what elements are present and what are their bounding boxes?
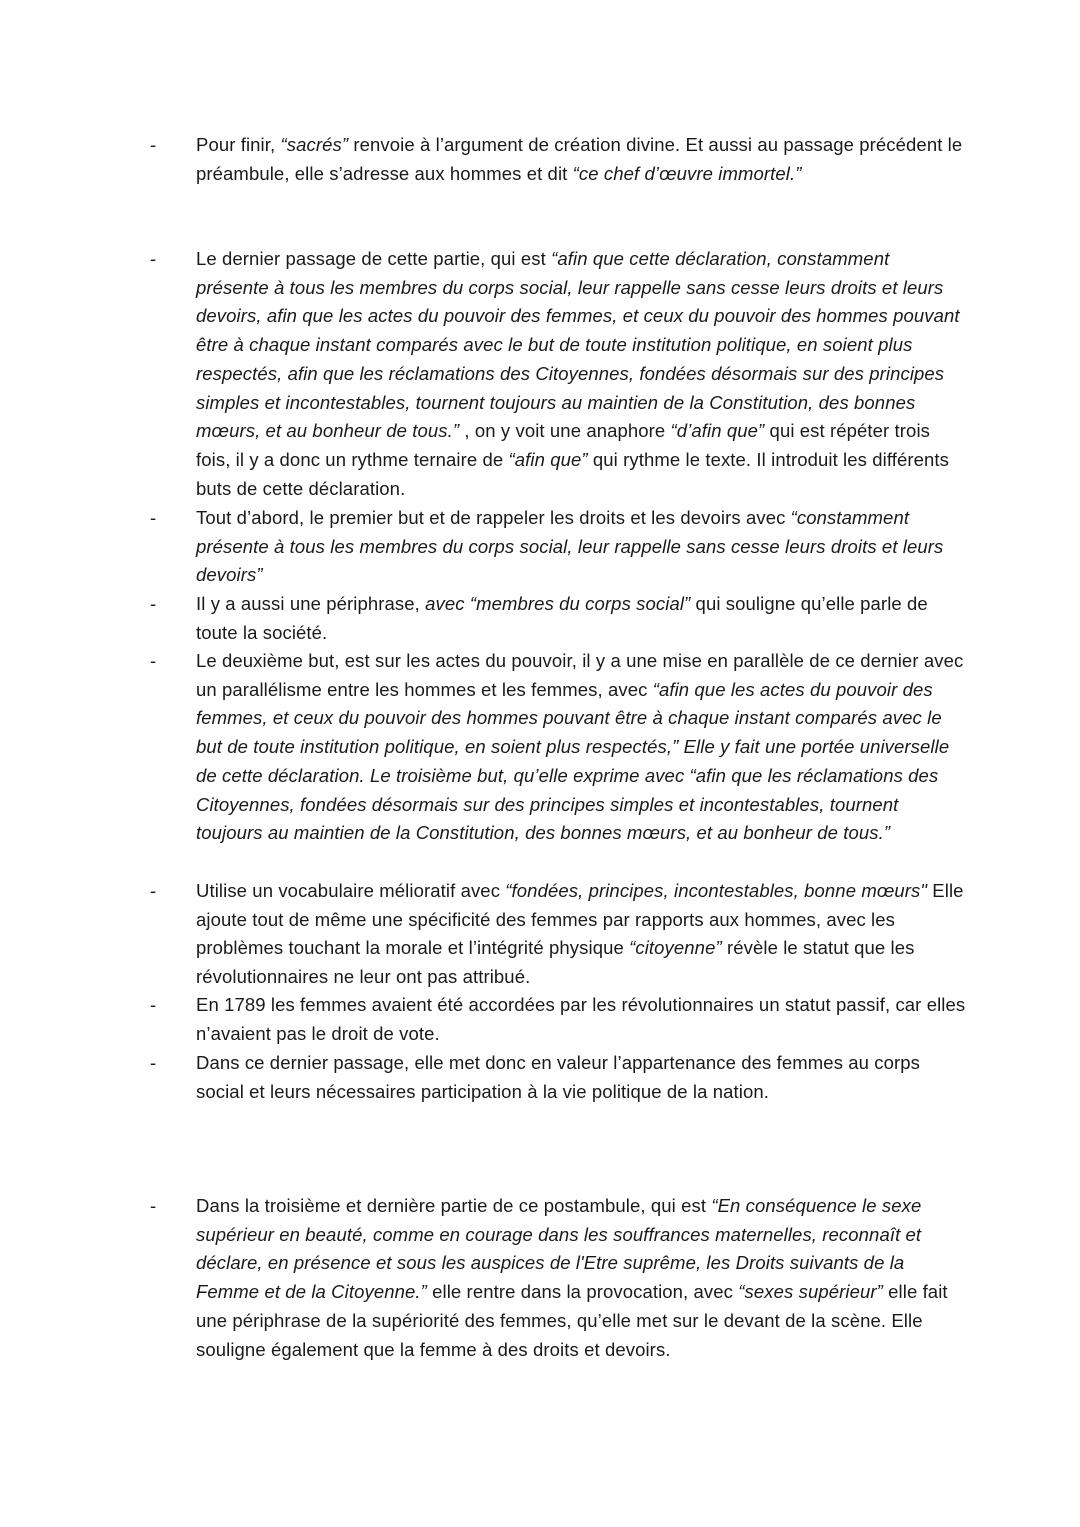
text-run: , on y voit une anaphore [459, 420, 671, 442]
text-run: En 1789 les femmes avaient été accordées par les révolutionnaires un statut passif, car elles n’avaient pas le droit de vote. [196, 994, 966, 1044]
paragraph [196, 131, 966, 188]
paragraph [196, 245, 966, 503]
text-run: qui est répéter trois fois, il y a donc un rythme ternaire de [196, 420, 931, 470]
italic-quote-run: “afin que les réclamations des Citoyennes, fondées désormais sur des principes simples et incontestables, tournent toujours au maintien de la Constitution, des bonnes mœurs, et au bonheur de tous.” [196, 764, 939, 844]
text-run: Pour finir, [196, 134, 281, 155]
bullet-dash: - [150, 593, 157, 614]
bullet-dash: - [150, 507, 157, 528]
text-run: renvoie à l’argument de création divine. Et aussi au passage précédent le préambule, elle s’adresse aux hommes et dit [196, 134, 963, 184]
paragraph [196, 504, 966, 590]
italic-quote-run: “ce chef d’œuvre immortel.” [572, 162, 802, 184]
italic-quote-run: “d’afin que” [670, 420, 765, 442]
text-run: Dans ce dernier passage, elle met donc en valeur l’appartenance des femmes au corps social et leurs nécessaires participation à la vie politique de la nation. [196, 1052, 921, 1102]
text-run: elle rentre dans la provocation, avec [426, 1281, 739, 1303]
bullet-dash: - [150, 248, 157, 269]
italic-quote-run: “afin que cette déclaration, constamment présente à tous les membres du corps social, leur rappelle sans cesse leurs droits et leurs devoirs, afin que les actes du pouvoir des femmes, et ceux du pouvoir des hommes pouvant être à chaque instant comparés avec le but de toute institution politique, en soient plus respectés, afin que les réclamations des Citoyennes, fondées désormais sur des principes simples et incontestables, tournent toujours au maintien de la Constitution, des bonnes mœurs, et au bonheur de tous.” [196, 248, 960, 442]
bullet-dash: - [150, 880, 157, 901]
text-run: Le dernier passage de cette partie, qui est [196, 248, 552, 269]
text-run: Il y a aussi une périphrase, [196, 593, 426, 614]
italic-quote-run: “sexes supérieur” [738, 1281, 883, 1303]
text-run: qui rythme le texte. Il introduit les différents buts de cette déclaration. [196, 448, 950, 499]
italic-quote-run: “sacrés” [280, 134, 349, 155]
bullet-dash: - [150, 994, 157, 1015]
text-run: Utilise un vocabulaire mélioratif avec [196, 880, 506, 901]
bullet-dash: - [150, 1052, 157, 1073]
italic-quote-run: “En conséquence le sexe supérieur en beauté, comme en courage dans les souffrances maternelles, reconnaît et déclare, en présence et sous les auspices de l'Etre suprême, les Droits suivants de la Femme et de la Citoyenne.” [196, 1195, 922, 1303]
bullet-dash: - [150, 134, 157, 155]
text-run: qui souligne qu’elle parle de toute la société. [196, 593, 928, 643]
italic-quote-run: “citoyenne” [629, 937, 722, 959]
text-run: Elle ajoute tout de même une spécificité des femmes par rapports aux hommes, avec les problèmes touchant la morale et l’intégrité physique [196, 880, 964, 959]
paragraph [196, 877, 966, 992]
text-run: Dans la troisième et dernière partie de ce postambule, qui est [196, 1195, 712, 1216]
italic-quote-run: “constamment présente à tous les membres du corps social, leur rappelle sans cesse leurs droits et leurs devoirs” [196, 507, 944, 586]
italic-quote-run: “afin que” [508, 448, 588, 470]
paragraph [196, 647, 966, 848]
text-run: elle fait une périphrase de la supériorité des femmes, qu’elle met sur le devant de la scène. Elle souligne également que la femme à des droits et devoirs. [196, 1281, 948, 1360]
text-run: Tout d’abord, le premier but et de rappeler les droits et les devoirs avec [196, 507, 791, 528]
text-run: révèle le statut que les révolutionnaires ne leur ont pas attribué. [196, 937, 915, 988]
bullet-dash: - [150, 650, 157, 671]
italic-quote-run: “afin que les actes du pouvoir des femmes, et ceux du pouvoir des hommes pouvant être à chaque instant comparés avec le but de toute institution politique, en soient plus respectés,” Elle y fait une portée universelle de cette déclaration. Le troisième but, qu’elle exprime avec [196, 678, 950, 786]
paragraph [196, 1192, 966, 1364]
paragraph [196, 991, 966, 1048]
bullet-dash: - [150, 1195, 157, 1216]
italic-quote-run: “fondées, principes, incontestables, bonne mœurs" [505, 880, 928, 901]
paragraph [196, 590, 966, 647]
italic-quote-run: avec “membres du corps social” [425, 593, 691, 614]
paragraph [196, 1049, 966, 1106]
text-run: Le deuxième but, est sur les actes du pouvoir, il y a une mise en parallèle de ce dernier avec un parallélisme entre les hommes et les femmes, avec [196, 650, 964, 700]
